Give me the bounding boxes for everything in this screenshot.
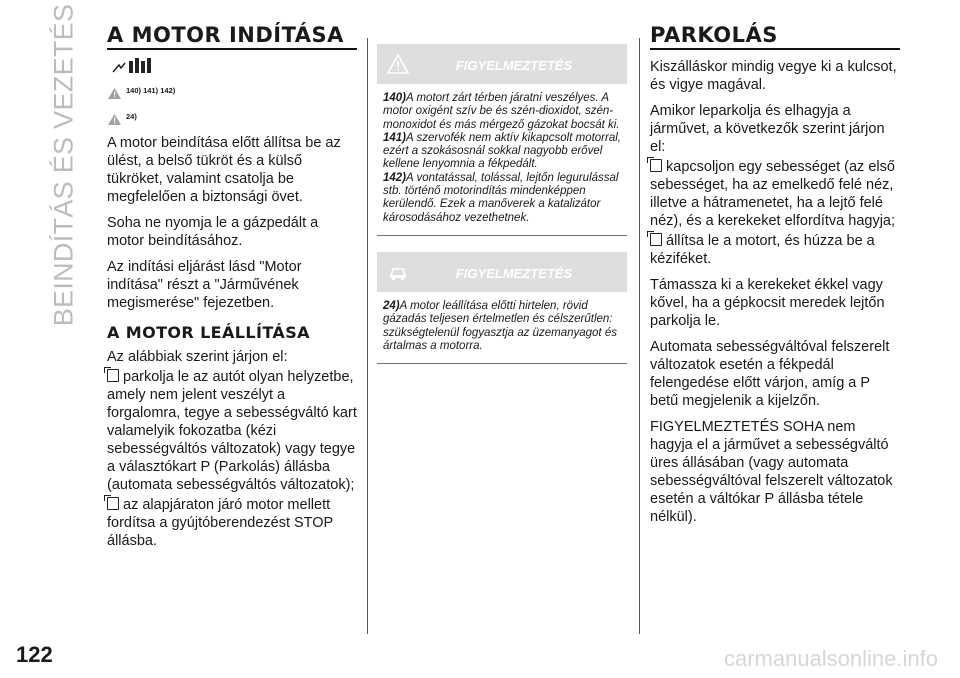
warning-item-141: 141)A szervofék nem aktív kikapcsolt motorral, ezért a szokásosnál sokkal nagyobb erővel kellene lenyomnia a fékpedált. <box>383 131 621 171</box>
column-divider-left <box>367 38 368 634</box>
column-parking <box>650 22 900 534</box>
warning-triangle-icon <box>107 87 122 100</box>
warning-reference-1 <box>107 82 357 100</box>
watermark: carmanualsonline.info <box>723 646 938 671</box>
paragraph: A motor beindítása előtt állítsa be az ülést, a belső tükröt és a külső tükröket, valamint csatolja be megfelelően a biztonsági övet. <box>107 135 341 205</box>
bullet-icon <box>650 159 662 172</box>
attention-box-header <box>377 252 627 292</box>
attention-box-body <box>377 292 627 364</box>
bullet-icon <box>107 369 119 382</box>
bullet-icon <box>107 497 119 510</box>
paragraph: Az alábbiak szerint járjon el: <box>107 349 288 365</box>
fuel-type-icon <box>107 56 159 76</box>
vehicle-version-icons <box>107 56 357 76</box>
paragraph: Támassza ki a kerekeket ékkel vagy kővel, ha a gépkocsit meredek lejtőn parkolja le. <box>650 277 885 329</box>
paragraph: FIGYELMEZTETÉS SOHA nem hagyja el a járművet a sebességváltó üres állásában (vagy automata sebességváltóval felszerelt változatok esetén a váltókar P állásba tétele nélkül). <box>650 419 893 525</box>
paragraph: Amikor leparkolja és elhagyja a járművet, a következők szerint járjon el: <box>650 103 885 155</box>
column-warnings <box>377 42 627 364</box>
column-divider-right <box>639 38 640 634</box>
bullet-icon <box>650 233 662 246</box>
heading-parking: PARKOLÁS <box>650 26 900 50</box>
attention-triangle-icon <box>107 113 122 126</box>
attention-item-24: 24)A motor leállítása előtti hirtelen, rövid gázadás teljesen értelmetlen és célszerűtlen: szükségtelenül fogyasztja az üzemanyagot és ártalmas a motorra. <box>383 299 617 352</box>
warning-box-body <box>377 84 627 236</box>
bullet-item: állítsa le a motort, és húzza be a kéziféket. <box>650 233 875 267</box>
column-engine-start <box>107 22 357 558</box>
paragraph: Soha ne nyomja le a gázpedált a motor beindításához. <box>107 215 319 249</box>
page-number: 122 <box>16 642 53 667</box>
warning-box-title: FIGYELMEZTETÉS <box>455 58 573 73</box>
warning-box-header <box>377 44 627 84</box>
attention-reference-number: 24) <box>126 112 137 121</box>
paragraph: Automata sebességváltóval felszerelt változatok esetén a fékpedál felengedése előtt várjon, amíg a P betű megjelenik a kijelzőn. <box>650 339 890 409</box>
bullet-item: az alapjáraton járó motor mellett fordítsa a gyújtóberendezést STOP állásba. <box>107 497 333 549</box>
paragraph: Az indítási eljárást lásd "Motor indítása" részt a "Járművének megismerése" fejezetben. <box>107 259 302 311</box>
warning-reference-numbers: 140) 141) 142) <box>126 86 176 95</box>
warning-item-142: 142)A vontatással, tolással, lejtőn legurulással stb. történő motorindítás mindenképpen kerülendő. Ezek a manőverek a katalizátor károsodásához vezethetnek. <box>383 171 619 224</box>
bullet-item: kapcsoljon egy sebességet (az első sebességet, ha az emelkedő felé néz, illetve a hátramenetet, ha a lejtő felé néz), és a kerekeket elfordítva hagyja; <box>650 159 896 229</box>
heading-engine-start: A MOTOR INDÍTÁSA <box>107 26 357 50</box>
heading-engine-stop: A MOTOR LEÁLLÍTÁSA <box>107 323 310 342</box>
bullet-item: parkolja le az autót olyan helyzetbe, amely nem jelent veszélyt a forgalomra, tegye a sebességváltó kart valamelyik fokozatba (kézi sebességváltós változatok) vagy tegye a választókart P (Parkolás) állásba (automata sebességváltós változatok); <box>107 369 357 493</box>
chapter-side-title: BEINDÍTÁS ÉS VEZETÉS <box>48 3 79 327</box>
attention-box-title: FIGYELMEZTETÉS <box>455 265 573 281</box>
warning-reference-2 <box>107 108 357 126</box>
warning-item-140: 140)A motort zárt térben járatni veszélyes. A motor oxigént szív be és szén-dioxidot, szén-monoxidot és más mérgező gázokat bocsát ki. <box>383 92 620 131</box>
paragraph: Kiszálláskor mindig vegye ki a kulcsot, és vigye magával. <box>650 59 897 93</box>
